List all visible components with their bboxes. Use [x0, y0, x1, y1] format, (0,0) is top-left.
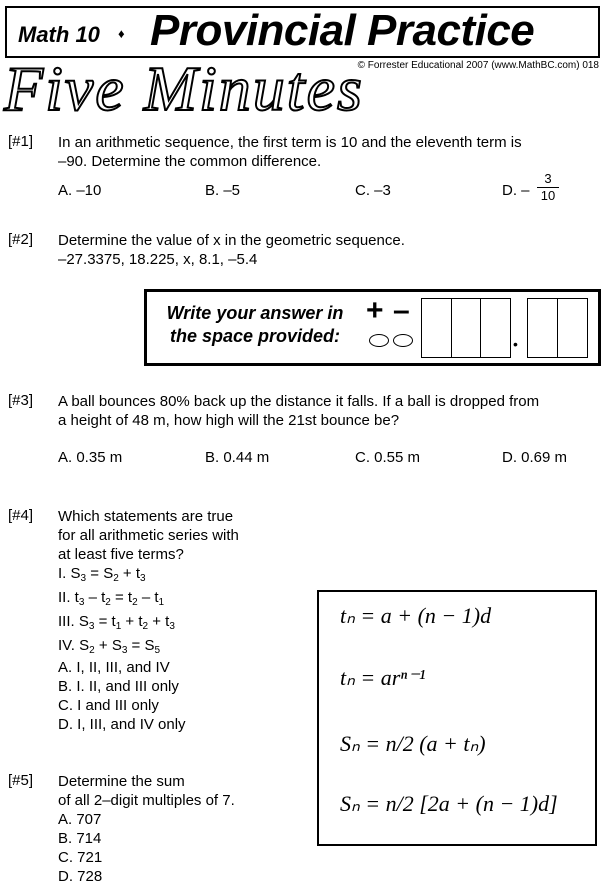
- formula-arithmetic-sum-alt: Sₙ = n/2 [2a + (n − 1)d]: [340, 791, 558, 816]
- q1-text: [58, 133, 522, 171]
- subtitle-banner: [0, 60, 520, 122]
- q5-choice-b[interactable]: B. 714: [58, 830, 102, 847]
- q2-line-1: Determine the value of x in the geometric sequence.: [58, 232, 405, 249]
- subtitle-text: Five Minutes: [4, 60, 364, 122]
- q4-line-1: Which statements are true: [58, 508, 234, 525]
- q3-choice-a[interactable]: A. 0.35 m: [58, 449, 123, 466]
- q4-text: [58, 507, 239, 564]
- q1-number: [#1]: [8, 133, 34, 150]
- q2-text: [58, 231, 405, 269]
- diamond-icon: ♦: [118, 26, 125, 41]
- q4-line-3: at least five terms?: [58, 546, 184, 563]
- q4-choice-d[interactable]: D. I, III, and IV only: [58, 716, 186, 733]
- q4-number: [#4]: [8, 507, 34, 524]
- q4-choice-a[interactable]: A. I, II, III, and IV: [58, 659, 170, 676]
- q1-choice-a[interactable]: A. –10: [58, 182, 102, 199]
- digit-box-2[interactable]: [452, 299, 482, 357]
- q1-line-1: In an arithmetic sequence, the first term is 10 and the eleventh term is: [58, 134, 522, 151]
- digit-box-1[interactable]: [422, 299, 452, 357]
- q4-statement-3: III. $S_3 = t_1 + t_2 + t_3$: [58, 613, 175, 632]
- q1-choice-d-label: D. –: [502, 182, 530, 199]
- q5-line-1: Determine the sum: [58, 773, 185, 790]
- q3-choice-c[interactable]: C. 0.55 m: [355, 449, 421, 466]
- q1-fraction-denominator: 10: [537, 187, 559, 204]
- course-label: Math 10: [18, 22, 100, 47]
- q5-choice-a[interactable]: A. 707: [58, 811, 102, 828]
- q3-number: [#3]: [8, 392, 34, 409]
- minus-sign: –: [393, 294, 410, 327]
- copyright-line: © Forrester Educational 2007 (www.MathBC.com) 018: [357, 60, 599, 71]
- q1-choice-d[interactable]: [502, 182, 530, 199]
- digit-box-3[interactable]: [481, 299, 510, 357]
- q2-number: [#2]: [8, 231, 34, 248]
- q3-line-2: a height of 48 m, how high will the 21st bounce be?: [58, 412, 400, 429]
- page-title: Provincial Practice: [150, 6, 535, 55]
- integer-digits: [421, 298, 511, 358]
- plus-sign: +: [366, 294, 384, 327]
- decimal-point: •: [513, 336, 518, 352]
- q5-line-2: of all 2–digit multiples of 7.: [58, 792, 235, 809]
- answer-instruction-line-1: Write your answer in: [166, 303, 344, 323]
- q1-choice-c[interactable]: C. –3: [355, 182, 391, 199]
- decimal-digits: [527, 298, 588, 358]
- q1-choice-b[interactable]: B. –5: [205, 182, 241, 199]
- plus-bubble[interactable]: [369, 334, 389, 347]
- digit-box-4[interactable]: [528, 299, 558, 357]
- minus-bubble[interactable]: [393, 334, 413, 347]
- answer-instruction-line-2: the space provided:: [169, 326, 341, 346]
- answer-instruction: [150, 302, 360, 348]
- q3-line-1: A ball bounces 80% back up the distance it falls. If a ball is dropped from: [58, 393, 540, 410]
- q3-choice-b[interactable]: B. 0.44 m: [205, 449, 270, 466]
- q4-line-2: for all arithmetic series with: [58, 527, 239, 544]
- q4-statement-1: I. $S_3 = S_2 + t_3$: [58, 565, 146, 584]
- q4-choice-c[interactable]: C. I and III only: [58, 697, 159, 714]
- q1-choice-d-fraction: [537, 171, 559, 204]
- q4-statement-2: II. $t_3 - t_2 = t_2 - t_1$: [58, 589, 165, 608]
- q4-choices: [58, 658, 186, 734]
- q5-number: [#5]: [8, 772, 34, 789]
- formula-arithmetic-sum: Sₙ = n/2 (a + tₙ): [340, 731, 486, 756]
- formula-arithmetic-term: tₙ = a + (n − 1)d: [340, 603, 492, 628]
- q3-text: [58, 392, 539, 430]
- q3-choice-d[interactable]: D. 0.69 m: [502, 449, 568, 466]
- q1-fraction-numerator: 3: [544, 171, 552, 186]
- q5-choice-d[interactable]: D. 728: [58, 868, 103, 885]
- q4-choice-b[interactable]: B. I. II, and III only: [58, 678, 179, 695]
- q5-text: [58, 772, 235, 886]
- q2-line-2: –27.3375, 18.225, x, 8.1, –5.4: [58, 251, 258, 268]
- formula-geometric-term: tₙ = arⁿ⁻¹: [340, 665, 426, 690]
- q1-line-2: –90. Determine the common difference.: [58, 153, 322, 170]
- q4-statement-4: IV. $S_2 + S_3 = S_5$: [58, 637, 161, 656]
- q5-choice-c[interactable]: C. 721: [58, 849, 103, 866]
- digit-box-5[interactable]: [558, 299, 587, 357]
- q4-statements: [58, 564, 175, 660]
